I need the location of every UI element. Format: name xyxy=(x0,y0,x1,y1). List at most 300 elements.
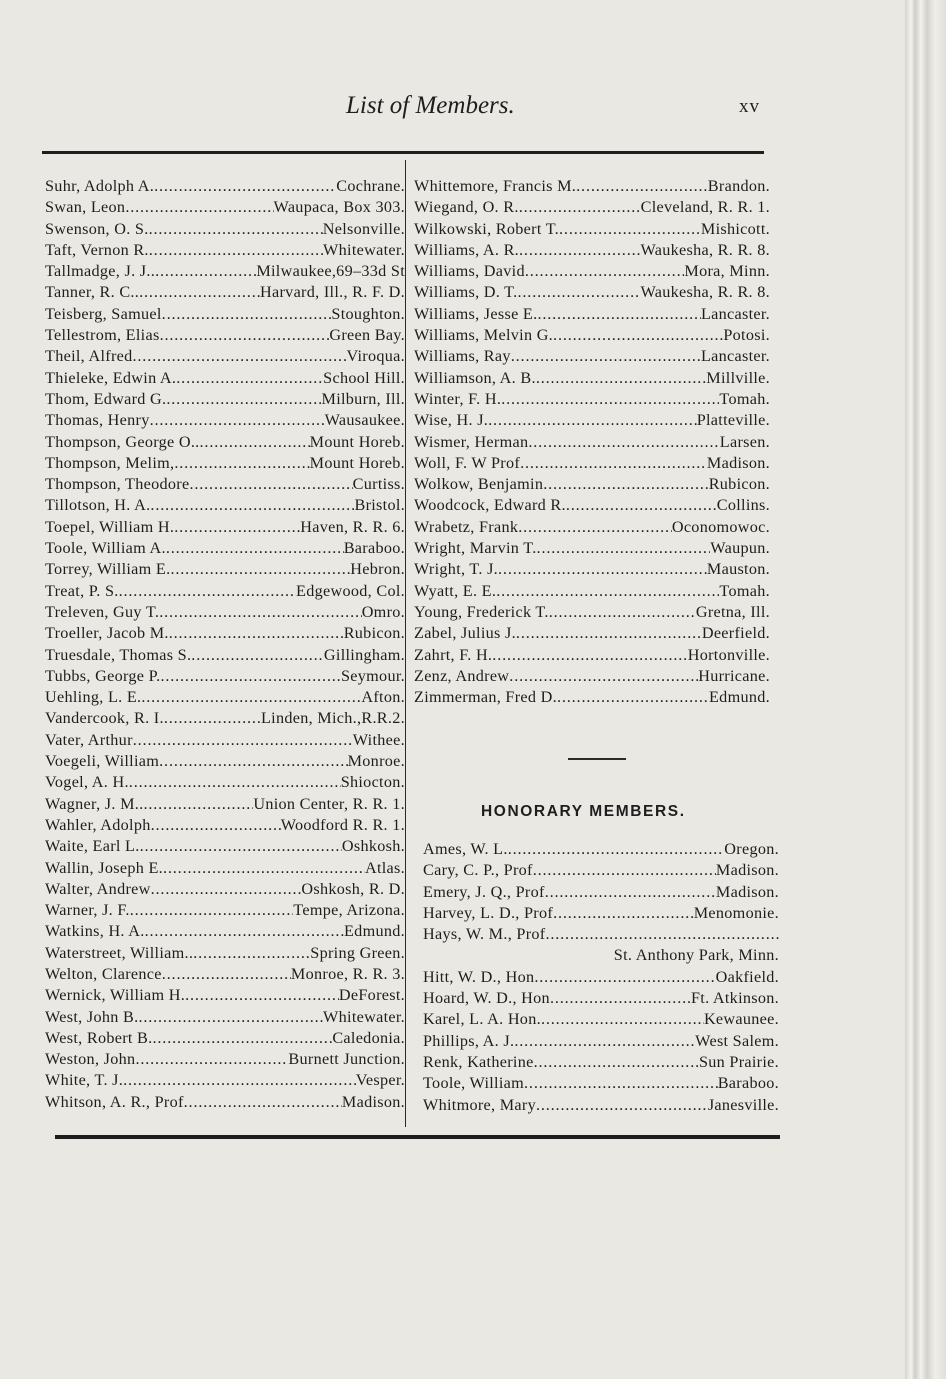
member-entry xyxy=(45,815,405,836)
dot-leader xyxy=(537,304,700,325)
dot-leader xyxy=(153,1028,333,1049)
member-name: Williams, David xyxy=(414,262,525,281)
dot-leader xyxy=(189,474,352,495)
right-member-column xyxy=(414,176,770,708)
member-name: Tillotson, H. A. xyxy=(45,496,151,515)
dot-leader xyxy=(150,495,354,516)
member-name: Williamson, A. B. xyxy=(414,368,536,387)
member-name: Williams, Ray xyxy=(414,347,511,366)
member-location: Kewaunee. xyxy=(703,1010,779,1029)
member-name: Waite, Earl L. xyxy=(45,837,140,856)
member-entry xyxy=(45,1092,405,1113)
member-location: Wausaukee. xyxy=(324,411,405,430)
member-location: Madison. xyxy=(715,882,779,901)
dot-leader xyxy=(524,1073,718,1094)
member-entry xyxy=(45,772,405,793)
member-name: Hoard, W. D., Hon xyxy=(423,989,550,1008)
member-location: Union Center, R. R. 1. xyxy=(253,794,405,813)
dot-leader xyxy=(130,900,294,921)
member-name: Woll, F. W Prof xyxy=(414,453,521,472)
member-location: Whitewater. xyxy=(323,1007,405,1026)
member-location: Waupun. xyxy=(710,539,770,558)
member-name: Swenson, O. S. xyxy=(45,219,149,238)
member-location: West Salem. xyxy=(695,1031,779,1050)
member-location: Tomah. xyxy=(719,581,770,600)
dot-leader xyxy=(160,666,341,687)
member-name: Ames, W. L. xyxy=(423,840,508,858)
dot-leader xyxy=(511,346,701,367)
dot-leader xyxy=(525,261,685,282)
member-name: Weston, John xyxy=(45,1050,136,1069)
member-location: Ft. Atkinson. xyxy=(690,989,779,1008)
member-name: Treat, P. S. xyxy=(45,581,119,600)
member-name: Williams, Jesse E. xyxy=(414,304,538,323)
member-location: Vesper. xyxy=(355,1071,405,1090)
member-location: Stoughton. xyxy=(331,304,405,323)
member-location: Mora, Minn. xyxy=(684,262,770,281)
member-entry xyxy=(45,708,405,729)
dot-leader xyxy=(566,495,717,516)
member-name: Tubbs, George P. xyxy=(45,666,161,685)
member-name: Wyatt, E. E. xyxy=(414,581,497,600)
dot-leader xyxy=(185,985,339,1006)
member-name: Emery, J. Q., Prof xyxy=(423,882,545,901)
member-name: Warner, J. F. xyxy=(45,901,130,920)
member-entry xyxy=(45,964,405,985)
dot-leader xyxy=(541,1009,704,1030)
member-entry xyxy=(45,1007,405,1028)
dot-leader xyxy=(553,903,694,924)
member-entry xyxy=(45,900,405,921)
member-entry xyxy=(423,860,779,881)
member-location: Madison. xyxy=(706,453,770,472)
dot-leader xyxy=(549,602,696,623)
member-location: Janesville. xyxy=(707,1095,779,1114)
member-entry xyxy=(45,985,405,1006)
member-entry xyxy=(45,304,405,325)
member-entry xyxy=(423,988,779,1009)
member-entry xyxy=(414,304,770,325)
member-entry xyxy=(414,346,770,367)
member-location: Rubicon. xyxy=(343,624,405,643)
member-location: Oakfield. xyxy=(715,967,779,986)
member-entry xyxy=(423,882,779,903)
page-header xyxy=(0,92,905,122)
member-location: Haven, R. R. 6. xyxy=(300,517,405,536)
member-location: Edmund. xyxy=(343,922,405,941)
honorary-member-column xyxy=(423,839,779,1116)
member-entry xyxy=(45,1049,405,1070)
member-name: Wolkow, Benjamin xyxy=(414,475,544,494)
member-entry xyxy=(423,903,779,924)
dot-leader xyxy=(119,581,296,602)
dot-leader xyxy=(151,815,281,836)
section-rule xyxy=(568,758,626,760)
member-name: Zabel, Julius J. xyxy=(414,624,516,643)
member-entry xyxy=(414,432,770,453)
member-entry xyxy=(414,581,770,602)
member-location: Gillingham. xyxy=(323,645,405,664)
member-name: Wiegand, O. R. xyxy=(414,198,519,217)
dot-leader xyxy=(154,176,336,197)
dot-leader xyxy=(160,325,330,346)
member-location: Bristol. xyxy=(354,496,405,515)
member-name: Vogel, A. H. xyxy=(45,773,129,792)
member-location: Gretna, Ill. xyxy=(695,602,770,621)
dot-leader xyxy=(518,517,672,538)
member-entry xyxy=(45,282,405,303)
member-name: Thieleke, Edwin A. xyxy=(45,368,177,387)
member-entry xyxy=(423,1031,779,1052)
member-entry xyxy=(45,1028,405,1049)
member-location: Baraboo. xyxy=(717,1074,779,1093)
member-name: Whitson, A. R., Prof xyxy=(45,1092,184,1111)
member-name: Troeller, Jacob M. xyxy=(45,624,169,643)
member-location: Collins. xyxy=(716,496,770,515)
member-entry xyxy=(423,1009,779,1030)
member-entry xyxy=(414,453,770,474)
member-entry xyxy=(45,495,405,516)
member-location: Mount Horeb. xyxy=(309,453,405,472)
member-entry xyxy=(414,474,770,495)
dot-leader xyxy=(162,304,332,325)
member-location: Mishicott. xyxy=(700,219,770,238)
member-entry xyxy=(414,623,770,644)
dot-leader xyxy=(498,559,707,580)
left-member-column xyxy=(45,176,405,1113)
member-location: Hortonville. xyxy=(687,645,770,664)
dot-leader xyxy=(155,261,256,282)
member-entry xyxy=(45,623,405,644)
dot-leader xyxy=(488,410,697,431)
member-location: Woodford R. R. 1. xyxy=(280,815,405,834)
dot-leader xyxy=(516,623,702,644)
member-entry xyxy=(45,581,405,602)
dot-leader xyxy=(534,967,715,988)
dot-leader xyxy=(533,860,716,881)
dot-leader xyxy=(193,943,310,964)
dot-leader xyxy=(528,432,719,453)
member-name: Wright, Marvin T. xyxy=(414,539,537,558)
member-name: Thompson, George O.. xyxy=(45,432,200,451)
member-entry xyxy=(45,176,405,197)
member-name: Vandercook, R. I. xyxy=(45,709,164,728)
column-divider xyxy=(405,160,406,1127)
member-name: Wahler, Adolph xyxy=(45,815,151,834)
member-entry xyxy=(45,794,405,815)
dot-leader xyxy=(545,924,779,945)
member-location: Waupaca, Box 303. xyxy=(273,198,405,217)
member-location: Mauston. xyxy=(706,560,770,579)
member-entry xyxy=(414,282,770,303)
member-name: Whitmore, Mary xyxy=(423,1095,536,1114)
member-location: Burnett Junction. xyxy=(288,1050,405,1069)
member-location: Linden, Mich.,R.R.2. xyxy=(260,709,405,728)
member-name: Uehling, L. E. xyxy=(45,688,142,707)
member-entry xyxy=(45,921,405,942)
member-location: School Hill. xyxy=(323,368,405,387)
dot-leader xyxy=(143,794,253,815)
member-entry xyxy=(45,368,405,389)
member-name: West, John B. xyxy=(45,1007,139,1026)
member-entry xyxy=(45,240,405,261)
member-entry xyxy=(414,495,770,516)
member-name: Wright, T. J. xyxy=(414,560,499,579)
member-location: DeForest. xyxy=(338,986,405,1005)
member-entry xyxy=(45,1070,405,1091)
dot-leader xyxy=(553,325,723,346)
member-name: Harvey, L. D., Prof xyxy=(423,903,554,922)
member-name: Wernick, William H. xyxy=(45,986,186,1005)
member-entry xyxy=(45,389,405,410)
member-entry xyxy=(423,924,779,945)
dot-leader xyxy=(200,432,310,453)
member-name: Teisberg, Samuel xyxy=(45,304,162,323)
dot-leader xyxy=(534,1052,699,1073)
member-name: Taft, Vernon R. xyxy=(45,240,149,259)
member-entry xyxy=(45,432,405,453)
member-entry xyxy=(45,538,405,559)
member-location: Brandon. xyxy=(707,177,770,195)
dot-leader xyxy=(518,282,641,303)
member-entry xyxy=(45,943,405,964)
dot-leader xyxy=(514,1031,695,1052)
dot-leader xyxy=(537,538,711,559)
member-entry xyxy=(414,666,770,687)
member-name: Tanner, R. C.. xyxy=(45,283,140,302)
top-rule xyxy=(42,151,764,154)
member-location: Seymour. xyxy=(340,666,405,685)
member-location: Monroe, R. R. 3. xyxy=(290,964,405,983)
member-name: Zahrt, F. H. xyxy=(414,645,493,664)
dot-leader xyxy=(133,346,347,367)
dot-leader xyxy=(129,772,341,793)
member-location: Oconomowoc. xyxy=(671,517,770,536)
member-entry xyxy=(45,453,405,474)
member-name: Tellestrom, Elias xyxy=(45,326,160,345)
member-entry xyxy=(414,240,770,261)
dot-leader xyxy=(509,666,698,687)
dot-leader xyxy=(123,1070,356,1091)
member-entry xyxy=(45,602,405,623)
dot-leader xyxy=(170,559,350,580)
member-location: Spring Green. xyxy=(310,943,405,962)
member-name: Wrabetz, Frank xyxy=(414,517,519,536)
member-name: Zimmerman, Fred D. xyxy=(414,688,557,707)
member-location: Baraboo. xyxy=(343,539,405,558)
member-entry xyxy=(414,645,770,666)
member-location: Atlas. xyxy=(364,858,405,877)
member-location: Nelsonville. xyxy=(322,219,405,238)
member-name: Wismer, Herman xyxy=(414,432,529,451)
member-entry xyxy=(414,197,770,218)
dot-leader xyxy=(169,623,344,644)
member-name: Williams, Melvin G. xyxy=(414,326,554,345)
member-name: Wallin, Joseph E. xyxy=(45,858,163,877)
member-location: Mount Horeb. xyxy=(309,432,405,451)
member-entry xyxy=(45,261,405,282)
member-location: Tempe, Arizona. xyxy=(293,901,405,920)
member-location: Withee. xyxy=(352,730,405,749)
member-name: Wise, H. J. xyxy=(414,411,489,430)
member-entry xyxy=(45,197,405,218)
member-location: Rubicon. xyxy=(708,475,770,494)
member-name: Wilkowski, Robert T. xyxy=(414,219,560,238)
member-entry xyxy=(45,836,405,857)
member-name: Thompson, Melim, xyxy=(45,453,175,472)
member-location: Hurricane. xyxy=(698,666,770,685)
member-location: Cleveland, R. R. 1. xyxy=(640,198,770,217)
bottom-rule xyxy=(55,1135,780,1139)
member-location: Whitewater. xyxy=(323,240,405,259)
member-entry xyxy=(45,474,405,495)
dot-leader xyxy=(550,988,691,1009)
member-name: Tallmadge, J. J.. xyxy=(45,262,156,281)
member-entry xyxy=(423,1073,779,1094)
member-location: Cochrane. xyxy=(336,177,405,195)
member-name: Cary, C. P., Prof xyxy=(423,861,533,880)
member-name: Thompson, Theodore xyxy=(45,475,190,494)
member-location: Milwaukee,69–33d St xyxy=(256,262,405,281)
dot-leader xyxy=(536,368,706,389)
member-location: Omro. xyxy=(361,602,405,621)
dot-leader xyxy=(133,730,353,751)
dot-leader xyxy=(166,538,344,559)
honorary-heading: HONORARY MEMBERS. xyxy=(481,803,686,820)
member-entry xyxy=(423,945,779,966)
member-name: Phillips, A. J. xyxy=(423,1031,515,1050)
dot-leader xyxy=(141,687,361,708)
page-number: xv xyxy=(739,96,760,117)
member-name: Hays, W. M., Prof xyxy=(423,925,546,944)
member-entry xyxy=(414,219,770,240)
member-name: Zenz, Andrew xyxy=(414,666,510,685)
dot-leader xyxy=(139,282,260,303)
member-location: Potosi. xyxy=(723,326,770,345)
member-location: Madison. xyxy=(715,861,779,880)
member-name: Williams, D. T. xyxy=(414,283,518,302)
dot-leader xyxy=(536,1095,708,1116)
dot-leader xyxy=(184,1092,342,1113)
dot-leader xyxy=(150,410,325,431)
dot-leader xyxy=(501,389,719,410)
member-entry xyxy=(45,346,405,367)
dot-leader xyxy=(138,1007,323,1028)
member-name: Vater, Arthur xyxy=(45,730,133,749)
dot-leader xyxy=(559,219,701,240)
member-name: Watkins, H. A. xyxy=(45,922,145,941)
dot-leader xyxy=(166,389,321,410)
member-name: Hitt, W. D., Hon xyxy=(423,967,535,986)
member-entry xyxy=(414,368,770,389)
member-entry xyxy=(414,410,770,431)
member-entry xyxy=(414,261,770,282)
member-name: Toole, William A. xyxy=(45,539,166,558)
member-location: Deerfield. xyxy=(701,624,770,643)
member-location: Sun Prairie. xyxy=(698,1052,779,1071)
member-name: Toepel, William H. xyxy=(45,517,175,536)
dot-leader xyxy=(163,858,365,879)
member-name: Whittemore, Francis M. xyxy=(414,177,577,195)
dot-leader xyxy=(135,1049,288,1070)
member-entry xyxy=(45,645,405,666)
member-location: Lancaster. xyxy=(700,347,770,366)
member-entry xyxy=(423,967,779,988)
member-entry xyxy=(414,517,770,538)
member-entry xyxy=(414,687,770,708)
dot-leader xyxy=(174,453,309,474)
dot-leader xyxy=(176,368,323,389)
member-name: Treleven, Guy T. xyxy=(45,602,160,621)
member-name: Thom, Edward G. xyxy=(45,389,167,408)
member-location: Edgewood, Col. xyxy=(296,581,405,600)
member-entry xyxy=(414,325,770,346)
member-location: Viroqua. xyxy=(346,347,405,366)
member-location: Afton. xyxy=(361,688,405,707)
dot-leader xyxy=(159,751,347,772)
member-location: Harvard, Ill., R. F. D. xyxy=(260,283,405,302)
member-entry xyxy=(45,559,405,580)
member-location: Oshkosh. xyxy=(341,837,405,856)
member-name: Renk, Katherine xyxy=(423,1052,534,1071)
member-location: Edmund. xyxy=(708,688,770,707)
member-location: Curtiss. xyxy=(352,475,405,494)
member-entry xyxy=(423,1052,779,1073)
member-name: Truesdale, Thomas S. xyxy=(45,645,192,664)
member-location: Shiocton. xyxy=(340,773,405,792)
member-entry xyxy=(414,389,770,410)
dot-leader xyxy=(145,921,344,942)
member-location: Menomonie. xyxy=(693,903,779,922)
dot-leader xyxy=(520,453,707,474)
dot-leader xyxy=(149,219,323,240)
member-entry xyxy=(423,1095,779,1116)
member-entry xyxy=(45,858,405,879)
member-name: Swan, Leon xyxy=(45,198,126,217)
dot-leader xyxy=(508,839,725,860)
member-location: Tomah. xyxy=(719,389,770,408)
member-name: Walter, Andrew xyxy=(45,879,151,898)
dot-leader xyxy=(162,964,291,985)
member-entry xyxy=(45,219,405,240)
member-location: Oregon. xyxy=(724,840,779,858)
dot-leader xyxy=(151,879,302,900)
member-location: Lancaster. xyxy=(700,304,770,323)
member-location: Hebron. xyxy=(350,560,405,579)
member-name: Woodcock, Edward R. xyxy=(414,496,566,515)
dot-leader xyxy=(519,197,641,218)
member-entry xyxy=(45,325,405,346)
member-name: Welton, Clarence xyxy=(45,964,162,983)
member-name: Wagner, J. M.. xyxy=(45,794,144,813)
member-entry xyxy=(45,517,405,538)
dot-leader xyxy=(557,687,709,708)
member-name: Toole, William xyxy=(423,1074,525,1093)
dot-leader xyxy=(140,836,342,857)
dot-leader xyxy=(125,197,273,218)
member-name: Thomas, Henry xyxy=(45,411,150,430)
member-entry xyxy=(414,176,770,197)
dot-leader xyxy=(496,581,719,602)
dot-leader xyxy=(149,240,323,261)
member-entry xyxy=(45,730,405,751)
member-name: White, T. J. xyxy=(45,1071,124,1090)
member-location: Millville. xyxy=(706,368,770,387)
member-location: Waukesha, R. R. 8. xyxy=(640,283,770,302)
member-entry xyxy=(423,839,779,860)
member-name: West, Robert B. xyxy=(45,1028,153,1047)
member-location: Platteville. xyxy=(696,411,770,430)
